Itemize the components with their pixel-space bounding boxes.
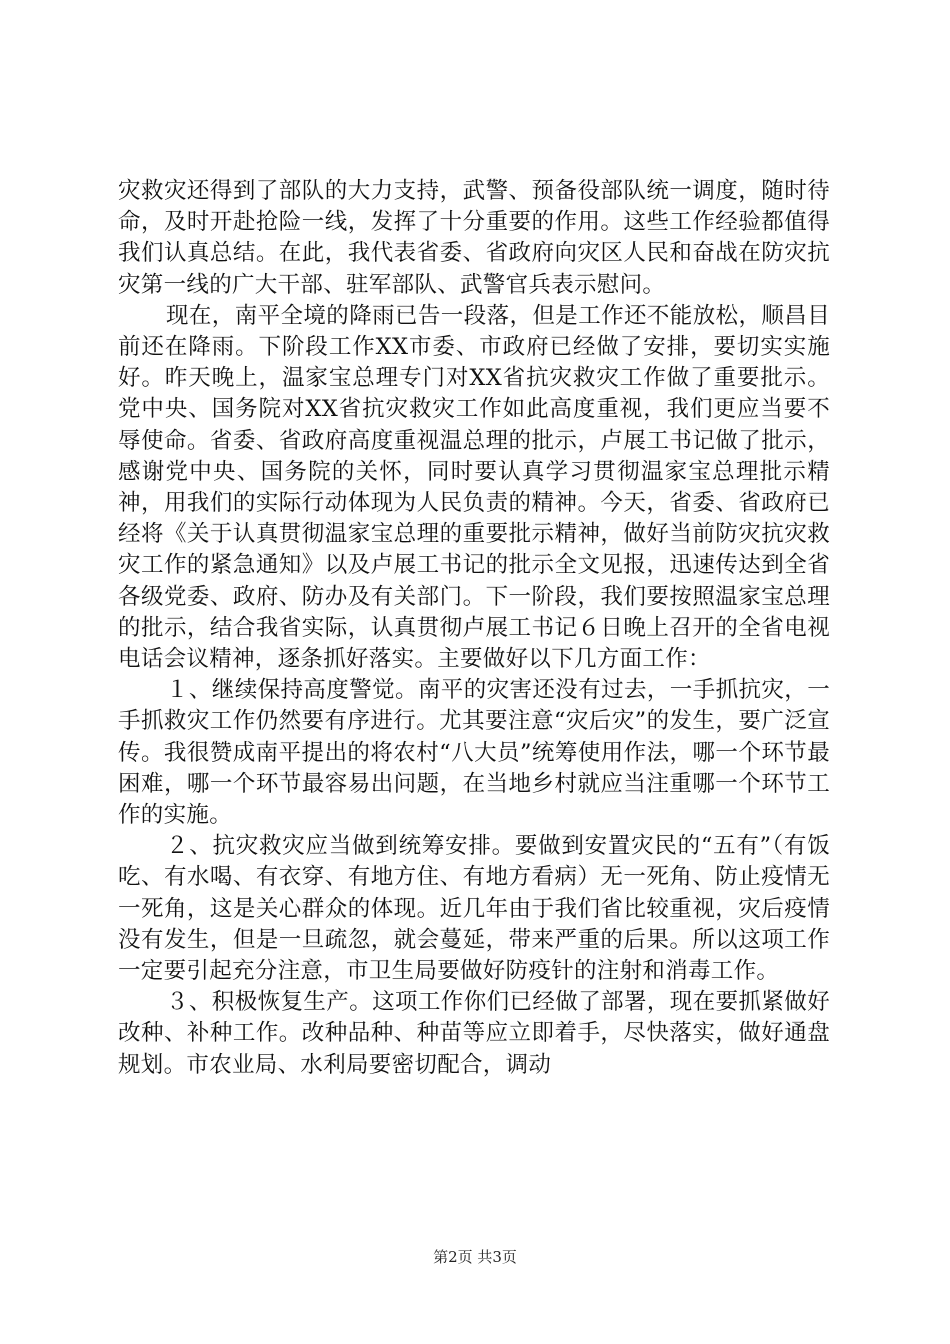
paragraph-continuation: 灾救灾还得到了部队的大力支持，武警、预备役部队统一调度，随时待命，及时开赴抢险一线，发挥了十分重要的作用。这些工作经验都值得我们认真总结。在此，我代表省委、省政府向灾区人民和奋战在防灾抗灾第一线的广大干部、驻军部队、武警官兵表示慰问。 xyxy=(118,178,830,298)
paragraph-item-3: ３、积极恢复生产。这项工作你们已经做了部署，现在要抓紧做好改种、补种工作。改种品种、种苗等应立即着手，尽快落实，做好通盘规划。市农业局、水利局要密切配合，调动 xyxy=(118,989,830,1078)
paragraph-current-situation: 现在，南平全境的降雨已告一段落，但是工作还不能放松，顺昌目前还在降雨。下阶段工作XX市委、市政府已经做了安排，要切实实施好。昨天晚上，温家宝总理专门对XX省抗灾救灾工作做了重要批示。党中央、国务院对XX省抗灾救灾工作如此高度重视，我们更应当要不辱使命。省委、省政府高度重视温总理的批示，卢展工书记做了批示，感谢党中央、国务院的关怀，同时要认真学习贯彻温家宝总理批示精神，用我们的实际行动体现为人民负责的精神。今天，省委、省政府已经将《关于认真贯彻温家宝总理的重要批示精神，做好当前防灾抗灾救灾工作的紧急通知》以及卢展工书记的批示全文见报，迅速传达到全省各级党委、政府、防办及有关部门。下一阶段，我们要按照温家宝总理的批示，结合我省实际，认真贯彻卢展工书记６日晚上召开的全省电视电话会议精神，逐条抓好落实。主要做好以下几方面工作： xyxy=(118,302,830,673)
paragraph-item-1: １、继续保持高度警觉。南平的灾害还没有过去，一手抓抗灾，一手抓救灾工作仍然要有序进行。尤其要注意“灾后灾”的发生，要广泛宣传。我很赞成南平提出的将农村“八大员”统筹使用作法，哪一个环节最困难，哪一个环节最容易出问题，在当地乡村就应当注重哪一个环节工作的实施。 xyxy=(118,677,830,829)
page-number-footer: 第2页 共3页 xyxy=(433,1248,517,1266)
paragraph-item-2: ２、抗灾救灾应当做到统筹安排。要做到安置灾民的“五有”（有饭吃、有水喝、有衣穿、有地方住、有地方看病）无一死角、防止疫情无一死角，这是关心群众的体现。近几年由于我们省比较重视，灾后疫情没有发生，但是一旦疏忽，就会蔓延，带来严重的后果。所以这项工作一定要引起充分注意，市卫生局要做好防疫针的注射和消毒工作。 xyxy=(118,833,830,985)
document-body xyxy=(118,176,830,1081)
